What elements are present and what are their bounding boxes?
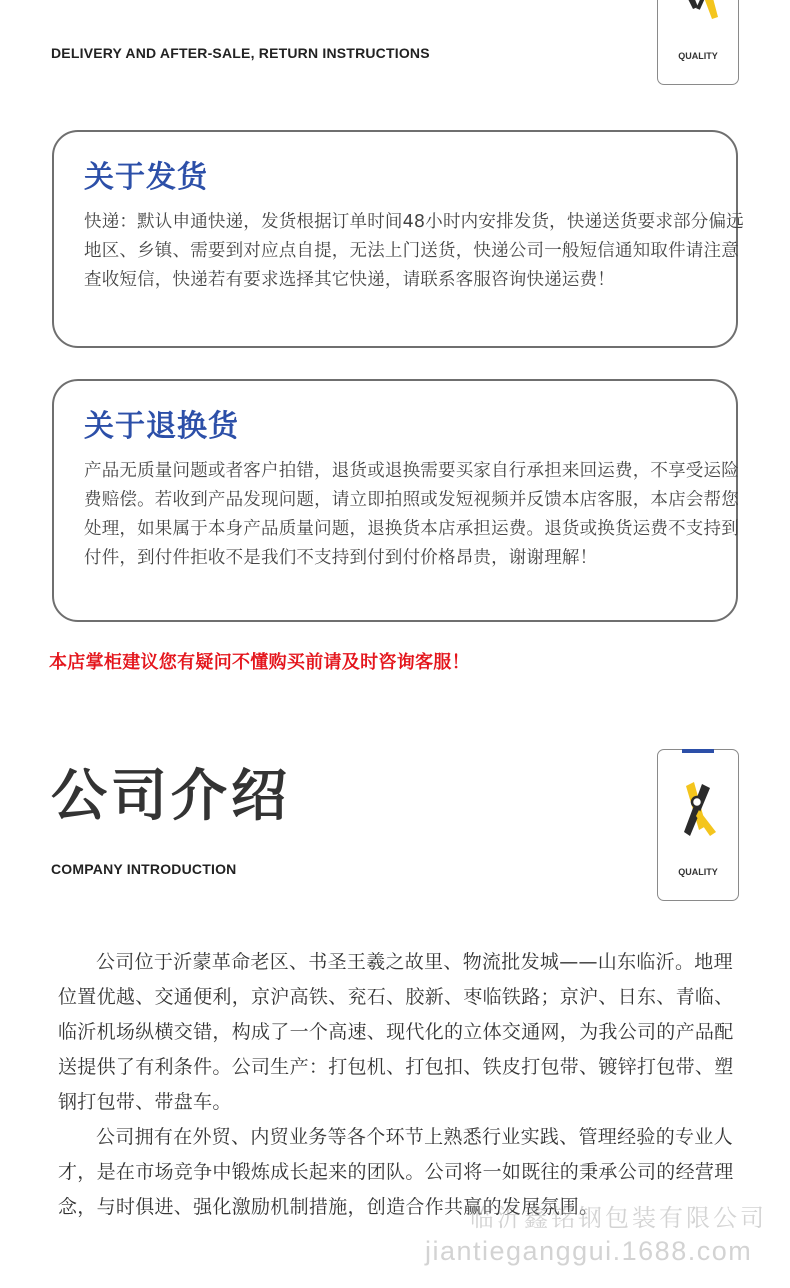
shipping-card-body: 快递：默认申通快递，发货根据订单时间48小时内安排发货，快递送货要求部分偏远地区、乡镇、需要到对应点自提，无法上门送货，快递公司一般短信通知取件请注意查收短信，快递若有要求选择其它快递，请联系客服咨询快递运费！ (84, 212, 744, 290)
company-quality-badge-text: QUALITY (678, 867, 718, 877)
shipping-card (52, 130, 744, 348)
quality-badge (657, 0, 739, 85)
company-section-subtitle: COMPANY INTRODUCTION (51, 861, 237, 877)
shop-notice: 本店掌柜建议您有疑问不懂购买前请及时咨询客服！ (49, 652, 470, 673)
company-intro (58, 945, 738, 1225)
company-intro-paragraph-1: 公司位于沂蒙革命老区、书圣王羲之故里、物流批发城——山东临沂。地理位置优越、交通便利，京沪高铁、兖石、胶新、枣临铁路；京沪、日东、青临、临沂机场纵横交错，构成了一个高速、现代化的立体交通网，为我公司的产品配送提供了有利条件。公司生产：打包机、打包扣、铁皮打包带、镀锌打包带、塑钢打包带、带盘车。 (58, 951, 734, 1113)
quality-icon (676, 0, 722, 21)
returns-card (52, 379, 738, 622)
quality-badge-text: QUALITY (678, 51, 718, 61)
company-intro-paragraph-2: 公司拥有在外贸、内贸业务等各个环节上熟悉行业实践、管理经验的专业人才，是在市场竞争中锻炼成长起来的团队。公司将一如既往的秉承公司的经营理念，与时俱进、强化激励机制措施，创造合作共赢的发展氛围。 (58, 1126, 734, 1218)
returns-card-title: 关于退换货 (84, 409, 239, 444)
quality-icon (676, 780, 722, 838)
shipping-card-title: 关于发货 (84, 160, 208, 195)
company-section-title: 公司介绍 (51, 764, 291, 829)
company-quality-badge (657, 749, 739, 901)
badge-accent-bar (682, 749, 714, 753)
watermark-site: jiantieganggui.1688.com (425, 1236, 753, 1266)
returns-card-body: 产品无质量问题或者客户拍错，退货或退换需要买家自行承担来回运费，不享受运险费赔偿。若收到产品发现问题，请立即拍照或发短视频并反馈本店客服，本店会帮您处理，如果属于本身产品质量问题，退换货本店承担运费。退货或换货运费不支持到付件，到付件拒收不是我们不支持到付到付价格昂贵，谢谢理解！ (84, 461, 739, 568)
watermark-company: 临沂鑫铭钢包装有限公司 (470, 1204, 767, 1232)
delivery-section-subtitle: DELIVERY AND AFTER-SALE, RETURN INSTRUCTIONS (51, 45, 430, 61)
